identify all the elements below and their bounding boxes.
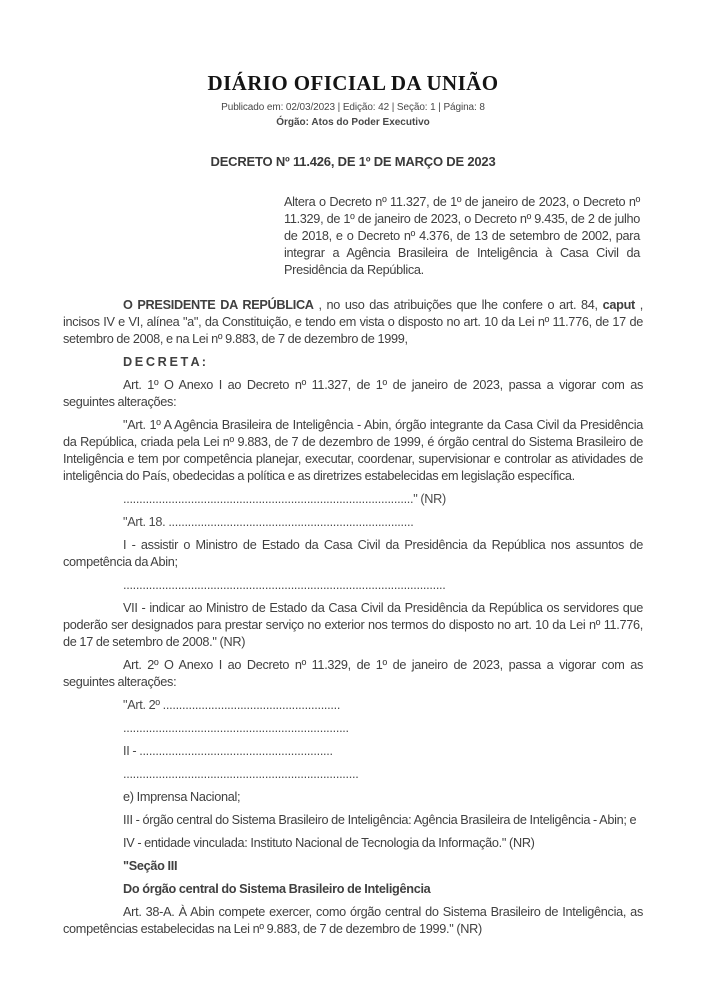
paragraph-leader-2 — [63, 720, 643, 737]
text: "Art. 18. ............................................................................ — [123, 515, 414, 529]
paragraph-art1-caput — [63, 377, 643, 411]
paragraph-art2-quote-leader — [63, 697, 643, 714]
text: I - assistir o Ministro de Estado da Casa Civil da Presidência da República nos assuntos de competência da Abin; — [63, 538, 643, 569]
text: Art. 1º O Anexo I ao Decreto nº 11.327, de 1º de janeiro de 2023, passa a vigorar com as seguintes alterações: — [63, 378, 643, 409]
paragraph-item-iii — [63, 812, 643, 829]
bold-text: D E C R E T A : — [123, 355, 206, 369]
paragraph-art18-leader — [63, 514, 643, 531]
paragraph-leader-1 — [63, 577, 643, 594]
paragraph-preamble — [63, 297, 643, 348]
paragraph-decreta — [63, 354, 643, 371]
text: II - ............................................................ — [123, 744, 333, 758]
text: ......................................................................... — [123, 767, 359, 781]
paragraph-leader-nr-1 — [63, 491, 643, 508]
decree-epigraph: Altera o Decreto nº 11.327, de 1º de janeiro de 2023, o Decreto nº 11.329, de 1º de janeiro de 2023, o Decreto nº 9.435, de 2 de julho de 2018, e o Decreto nº 4.376, de 13 de setembro de 2002, para integrar a Agência Brasileira de Inteligência à Casa Civil da Presidência da República. — [284, 195, 640, 277]
paragraph-art38a — [63, 904, 643, 938]
text: Art. 2º O Anexo I ao Decreto nº 11.329, de 1º de janeiro de 2023, passa a vigorar com as seguintes alterações: — [63, 658, 643, 689]
paragraph-item-iv — [63, 835, 643, 852]
text: , no uso das atribuições que lhe confere o art. 84, — [313, 298, 603, 312]
paragraph-leader-3 — [63, 766, 643, 783]
text: IV - entidade vinculada: Instituto Nacional de Tecnologia da Informação." (NR) — [123, 836, 535, 850]
paragraph-secao-iii-subheading — [63, 881, 643, 898]
text: .........................................................................................." (NR) — [123, 492, 446, 506]
decree-body — [63, 297, 643, 938]
text: e) Imprensa Nacional; — [123, 790, 241, 804]
gazette-masthead — [63, 72, 643, 128]
bold-text: Do órgão central do Sistema Brasileiro de Inteligência — [123, 882, 431, 896]
bold-text: O PRESIDENTE DA REPÚBLICA — [123, 298, 314, 312]
text: "Art. 1º A Agência Brasileira de Inteligência - Abin, órgão integrante da Casa Civil da Presidência da República, criada pela Lei nº 9.883, de 7 de dezembro de 1999, é órgão central do Sistema Brasileiro de Inteligência e tem por competência planejar, executar, coordenar, supervisionar e controlar as atividades de inteligência do País, obedecidas a política e as diretrizes estabelecidas em legislação específica. — [63, 418, 643, 483]
paragraph-secao-iii-heading — [63, 858, 643, 875]
paragraph-item-i — [63, 537, 643, 571]
text: .................................................................................................... — [123, 578, 446, 592]
gazette-title: DIÁRIO OFICIAL DA UNIÃO — [207, 71, 499, 95]
text: "Art. 2º ....................................................... — [123, 698, 341, 712]
paragraph-item-ii-leader — [63, 743, 643, 760]
text: , incisos IV e VI, alínea "a", da Constituição, e tendo em vista o disposto no art. 10 da Lei nº 11.776, de 17 de setembro de 2008, e na Lei nº 9.883, de 7 de dezembro de 1999, — [63, 298, 643, 346]
decree-title: DECRETO Nº 11.426, DE 1º DE MARÇO DE 2023 — [210, 154, 496, 169]
paragraph-art2-caput — [63, 657, 643, 691]
paragraph-item-e — [63, 789, 643, 806]
text: ...................................................................... — [123, 721, 349, 735]
bold-text: caput — [602, 298, 635, 312]
text: Art. 38-A. À Abin compete exercer, como órgão central do Sistema Brasileiro de Inteligência, as competências estabelecidas na Lei nº 9.883, de 7 de dezembro de 1999." (NR) — [63, 905, 643, 936]
paragraph-art1-quote — [63, 417, 643, 485]
paragraph-item-vii — [63, 600, 643, 651]
text: III - órgão central do Sistema Brasileiro de Inteligência: Agência Brasileira de Inteligência - Abin; e — [123, 813, 637, 827]
text: VII - indicar ao Ministro de Estado da Casa Civil da Presidência da República os servidores que poderão ser designados para prestar serviço no exterior nos termos do disposto no art. 10 da Lei nº 11.776, de 17 de setembro de 2008." (NR) — [63, 601, 643, 649]
bold-text: "Seção III — [123, 859, 178, 873]
organ-info: Órgão: Atos do Poder Executivo — [276, 117, 430, 128]
publication-info: Publicado em: 02/03/2023 | Edição: 42 | Seção: 1 | Página: 8 — [221, 102, 485, 113]
